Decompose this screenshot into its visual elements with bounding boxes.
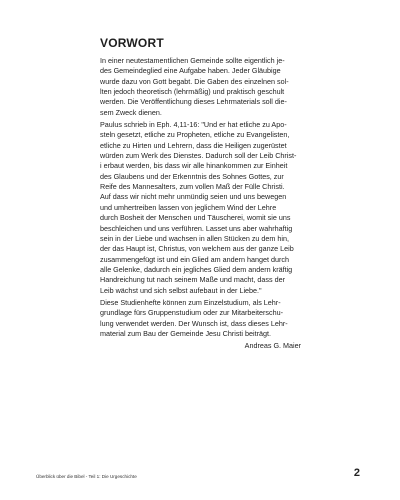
page-number: 2 [353, 467, 360, 479]
footer-title: Überblick über die Bibel - Teil 1: Die Urgeschichte [36, 474, 137, 479]
author-signature: Andreas G. Maier [244, 341, 301, 351]
intro-paragraph: In einer neutestamentlichen Gemeinde sollte eigentlich je- des Gemeindeglied eine Aufgabe haben. Jeder Gläubige wurde dazu von Gott begabt. Die Gaben des einzelnen sol- lten jedoch theoretisch (lehrmäßig) und praktisch geschult werden. Die Veröffentlichung dieses Lehrmaterials soll die- sem Zweck dienen. [100, 56, 289, 117]
usage-paragraph: Diese Studienhefte können zum Einzelstudium, als Lehr- grundlage fürs Gruppenstudium oder zur Mitarbeiterschu- lung verwendet werden. Der Wunsch ist, dass dieses Lehr- material zum Bau der Gemeinde Jesu Christi beiträgt. [100, 297, 288, 338]
section-heading: VORWORT [100, 36, 164, 50]
foreword-section [100, 37, 301, 352]
scripture-quote-paragraph: Paulus schrieb in Eph. 4,11-16: "Und er hat etliche zu Apo- steln gesetzt, etliche zu Propheten, etliche zu Evangelisten, etliche zu Hirten und Lehrern, dass die Heiligen zugerüstet würden zum Werk des Dienstes. Dadurch soll der Leib Christ- i erbaut werden, bis dass wir alle hinankommen zur Einheit des Glaubens und der Erkenntnis des Sohnes Gottes, zur Reife des Mannesalters, zum vollen Maß der Fülle Christi. Auf dass wir nicht mehr unmündig seien und uns bewegen und umhertreiben lassen von jeglichem Wind der Lehre durch Bosheit der Menschen und Täuscherei, womit sie uns beschleichen und uns verführen. Lasset uns aber wahrhaftig sein in der Liebe und wachsen in allen Stücken zu dem hin, der das Haupt ist, Christus, von welchem aus der ganze Leib zusammengefügt ist und ein Glied am andern hanget durch alle Gelenke, dadurch ein jegliches Glied dem andern kräftig Handreichung tut nach seinem Maße und macht, dass der Leib wächst und sich selbst aufebaut in der Liebe." [100, 120, 297, 295]
